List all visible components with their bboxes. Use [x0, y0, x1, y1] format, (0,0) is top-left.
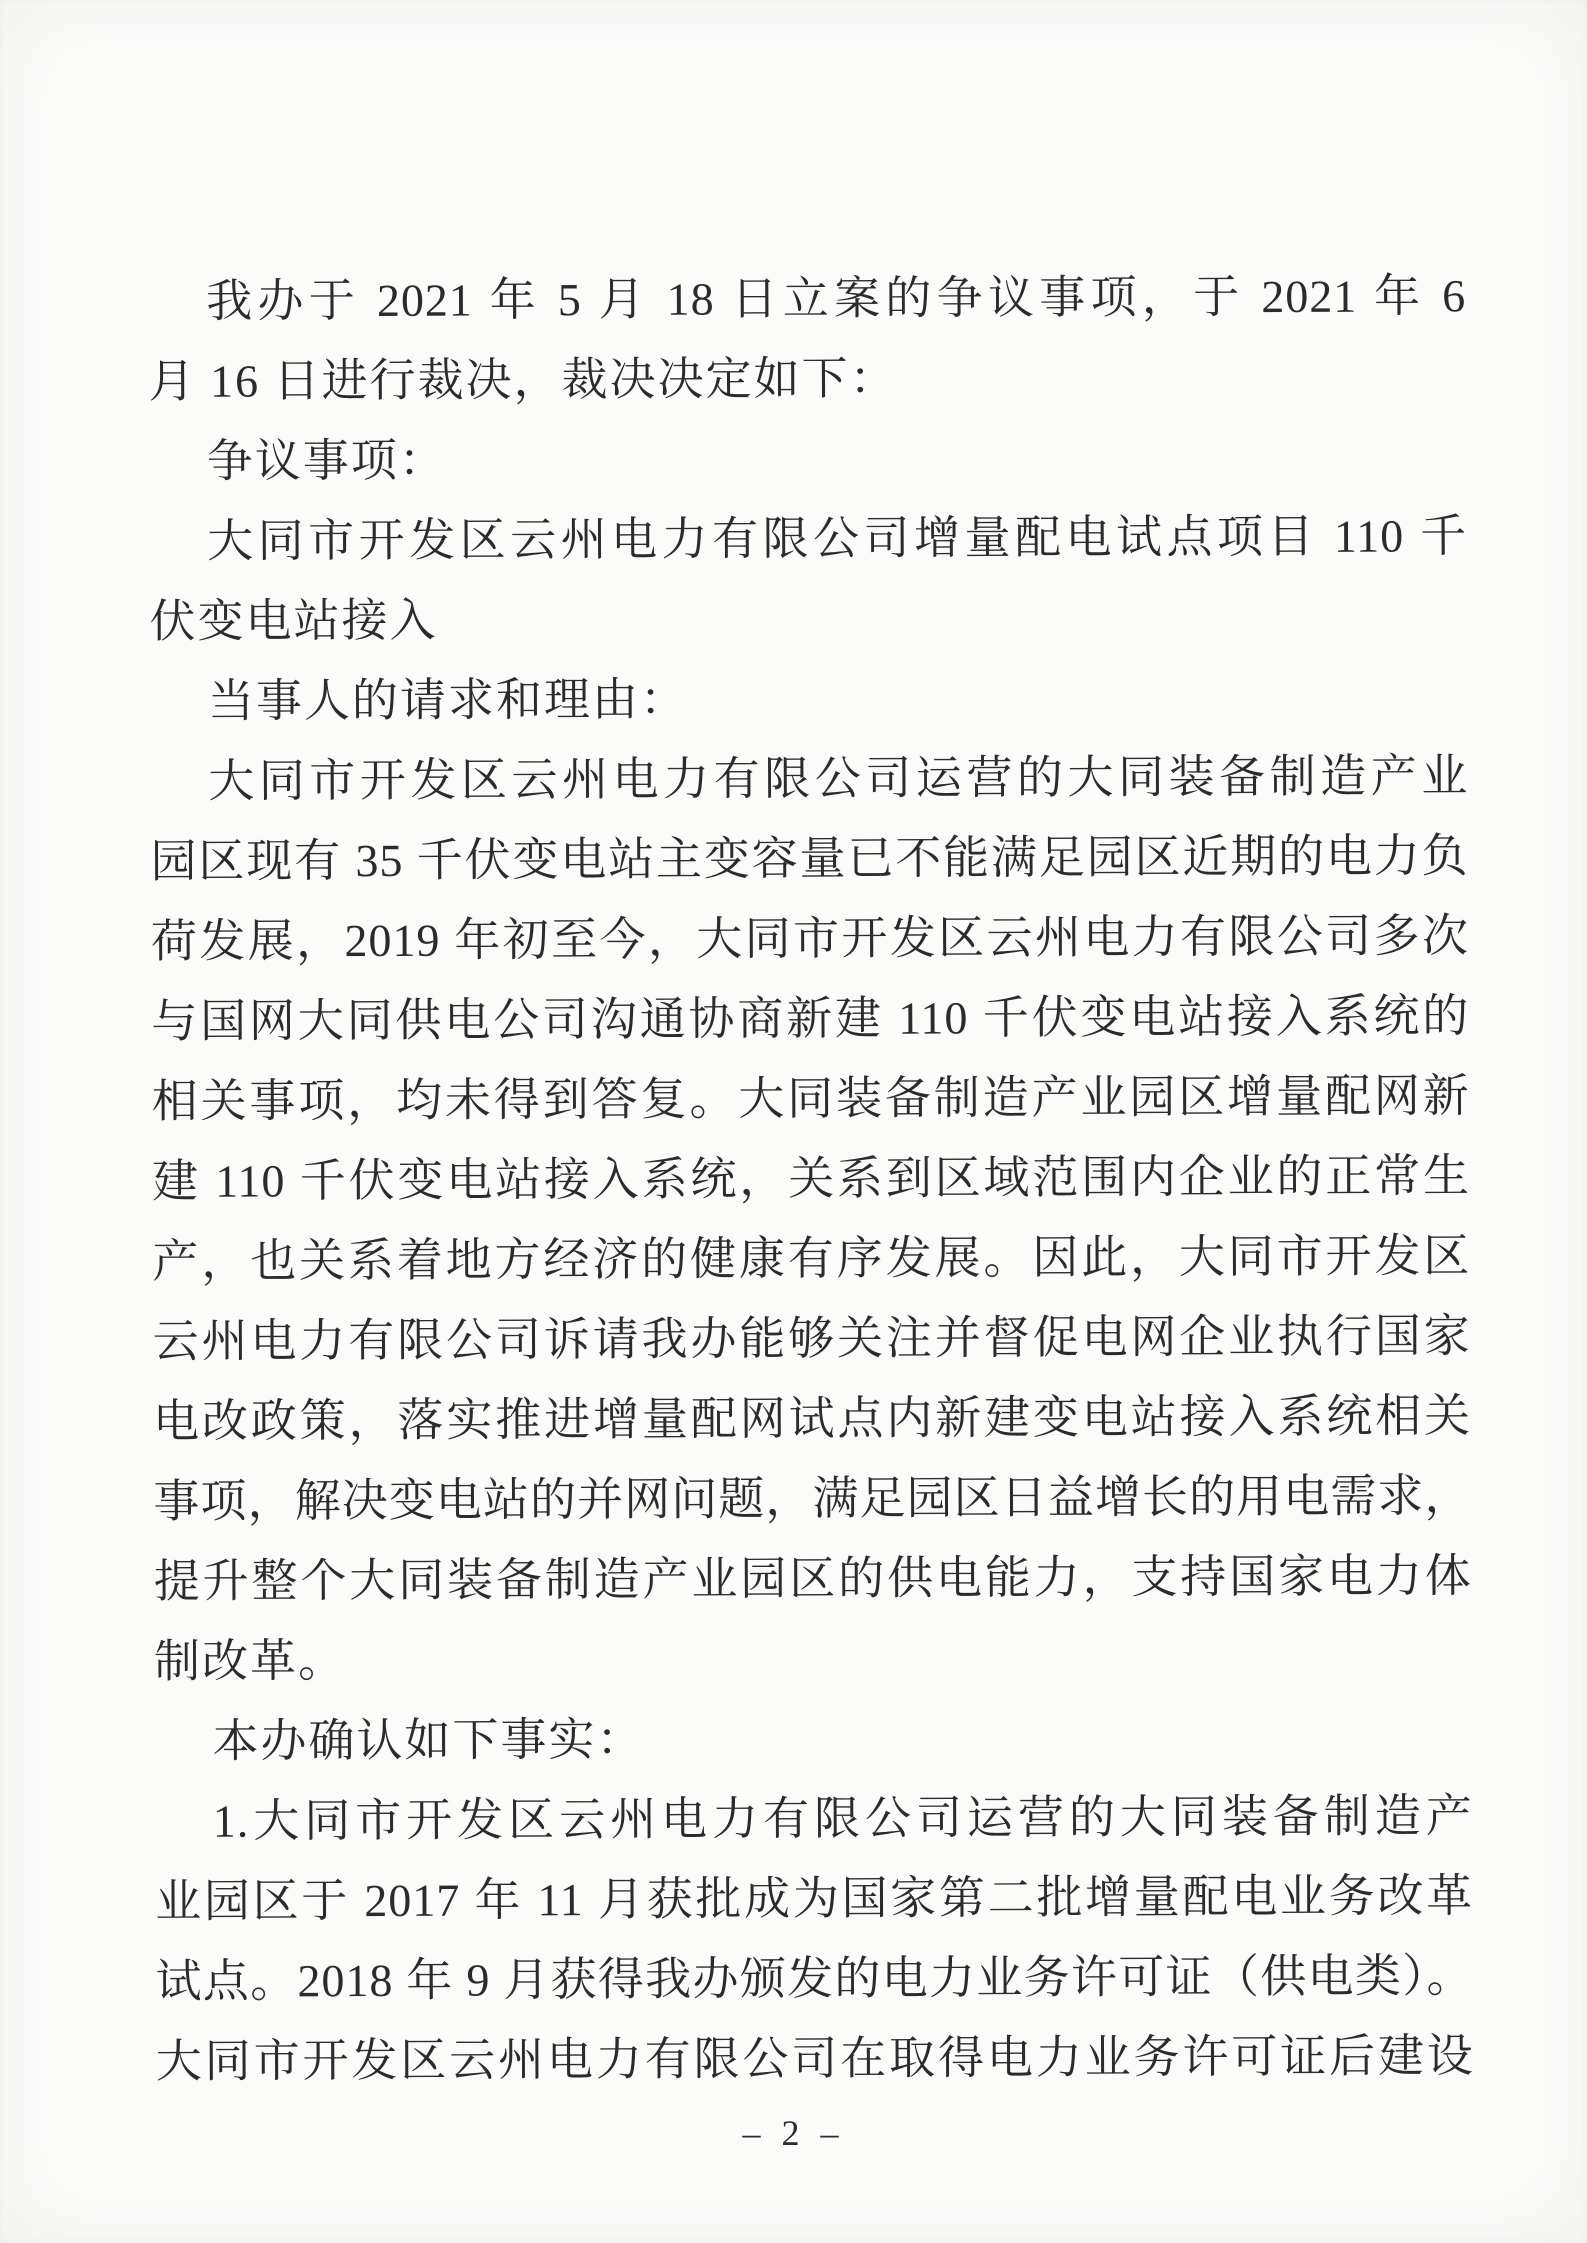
text-line: 云州电力有限公司诉请我办能够关注并督促电网企业执行国家 — [152, 1310, 1471, 1367]
text-line: 电改政策，落实推进增量配网试点内新建变电站接入系统相关 — [152, 1390, 1472, 1447]
text-line: 产，也关系着地方经济的健康有序发展。因此，大同市开发区 — [152, 1230, 1471, 1287]
text-line: 1.大同市开发区云州电力有限公司运营的大同装备制造产 — [212, 1790, 1473, 1847]
text-line: 大同市开发区云州电力有限公司在取得电力业务许可证后建设 — [155, 2030, 1474, 2087]
text-line: 争议事项： — [206, 434, 447, 487]
text-line: 相关事项，均未得到答复。大同装备制造产业园区增量配网新 — [151, 1070, 1470, 1127]
text-line: 制改革。 — [153, 1635, 347, 1687]
text-line: 事项，解决变电站的并网问题，满足园区日益增长的用电需求， — [153, 1470, 1472, 1527]
text-line: 提升整个大同装备制造产业园区的供电能力，支持国家电力体 — [153, 1550, 1472, 1607]
text-line: 园区现有 35 千伏变电站主变容量已不能满足园区近期的电力负 — [150, 830, 1469, 887]
text-line: 本办确认如下事实： — [212, 1713, 645, 1767]
text-line: 我办于 2021 年 5 月 18 日立案的争议事项，于 2021 年 6 — [206, 270, 1467, 327]
text-line: 试点。2018 年 9 月获得我办颁发的电力业务许可证（供电类）。 — [155, 1950, 1474, 2007]
page-number: – 2 – — [742, 2113, 845, 2153]
document-body — [148, 256, 1474, 2102]
text-line: 当事人的请求和理由： — [207, 673, 689, 727]
text-line: 伏变电站接入 — [149, 594, 438, 647]
text-line: 业园区于 2017 年 11 月获批成为国家第二批增量配电业务改革 — [155, 1870, 1474, 1927]
text-line: 大同市开发区云州电力有限公司增量配电试点项目 110 千 — [207, 510, 1468, 567]
text-line: 与国网大同供电公司沟通协商新建 110 千伏变电站接入系统的 — [151, 990, 1470, 1047]
text-line: 月 16 日进行裁决，裁决决定如下： — [148, 352, 898, 407]
text-line: 大同市开发区云州电力有限公司运营的大同装备制造产业 — [208, 750, 1469, 807]
text-line: 荷发展，2019 年初至今，大同市开发区云州电力有限公司多次 — [150, 910, 1470, 967]
text-line: 建 110 千伏变电站接入系统，关系到区域范围内企业的正常生 — [151, 1150, 1471, 1207]
